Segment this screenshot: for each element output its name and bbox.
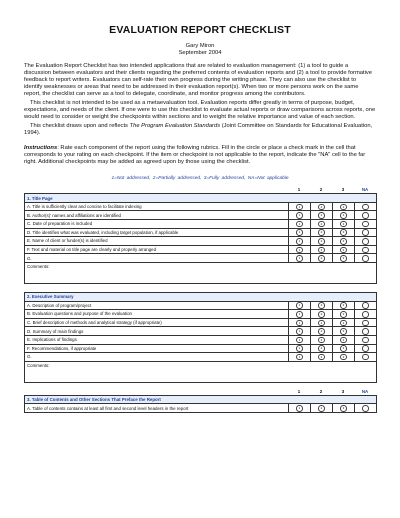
- rating-cell-c2[interactable]: [311, 353, 333, 362]
- rating-col-na: NA: [361, 388, 369, 394]
- rating-cell-c1[interactable]: [289, 353, 311, 362]
- checkpoint-label: G.: [25, 353, 289, 362]
- rating-cell-c3[interactable]: [333, 327, 355, 336]
- rating-col-2: 2: [319, 388, 323, 394]
- checkpoint-label: C. Brief description of methods and analytical strategy (if appropriate): [25, 318, 289, 327]
- rating-cell-c3[interactable]: [333, 237, 355, 246]
- checkpoint-row: [25, 245, 377, 254]
- rating-cell-na[interactable]: [355, 245, 377, 254]
- rating-cell-c2[interactable]: [311, 228, 333, 237]
- rating-cell-c1[interactable]: [289, 404, 311, 413]
- rating-cell-c1[interactable]: [289, 202, 311, 211]
- rating-radio-na[interactable]: [362, 229, 369, 236]
- checkpoint-label: A. Table of contents contains at least all first and second level headers in the report: [25, 404, 289, 413]
- rating-cell-c1[interactable]: [289, 344, 311, 353]
- instructions-heading: Instructions: [24, 144, 58, 151]
- rating-radio-3[interactable]: 3: [340, 221, 347, 228]
- checkpoint-row: [25, 220, 377, 229]
- intro-paragraph-3: [24, 123, 376, 137]
- rating-cell-c2[interactable]: [311, 237, 333, 246]
- rating-radio-1[interactable]: 1: [296, 221, 303, 228]
- rating-cell-na[interactable]: [355, 254, 377, 263]
- instructions: [24, 145, 376, 166]
- rating-cell-na[interactable]: [355, 404, 377, 413]
- rating-cell-c2[interactable]: [311, 211, 333, 220]
- rating-radio-1[interactable]: 1: [296, 302, 303, 309]
- checkpoint-label: C. Date of preparation is included: [25, 220, 289, 229]
- rating-cell-c3[interactable]: [333, 301, 355, 310]
- rating-cell-c3[interactable]: [333, 344, 355, 353]
- standards-citation: The Program Evaluation Standards: [129, 122, 221, 129]
- checklist-sections: [24, 187, 376, 413]
- rating-col-3: 3: [341, 187, 345, 193]
- rating-radio-2[interactable]: 2: [318, 212, 325, 219]
- rating-radio-2[interactable]: 2: [318, 345, 325, 352]
- rating-cell-c2[interactable]: [311, 404, 333, 413]
- rating-cell-c3[interactable]: [333, 310, 355, 319]
- rating-cell-na[interactable]: [355, 301, 377, 310]
- rating-cell-c1[interactable]: [289, 301, 311, 310]
- rating-radio-2[interactable]: 2: [318, 229, 325, 236]
- rating-cell-c2[interactable]: [311, 335, 333, 344]
- document-title: EVALUATION REPORT CHECKLIST: [109, 24, 291, 36]
- rating-cell-na[interactable]: [355, 211, 377, 220]
- rating-radio-na[interactable]: [362, 311, 369, 318]
- rating-cell-c3[interactable]: [333, 245, 355, 254]
- rating-cell-c1[interactable]: [289, 335, 311, 344]
- rating-col-na: NA: [361, 187, 369, 193]
- rating-cell-c3[interactable]: [333, 228, 355, 237]
- rating-radio-1[interactable]: 1: [296, 320, 303, 327]
- rating-radio-1[interactable]: 1: [296, 247, 303, 254]
- rating-cell-c1[interactable]: [289, 310, 311, 319]
- rating-radio-na[interactable]: [362, 255, 369, 262]
- checkpoint-row: [25, 318, 377, 327]
- checklist-section: [24, 193, 377, 284]
- rating-cell-c1[interactable]: [289, 318, 311, 327]
- rating-radio-3[interactable]: 3: [340, 212, 347, 219]
- intro-paragraph-2: This checklist is not intended to be used as a metaevaluation tool. Evaluation reports differ greatly in terms of purpose, budget, expectations, and needs of the client. If one were to use this checklist to evaluate actual reports or draw comparisons across reports, one would need to consider or weight the checkpoints within sections and to weight the relative importance and value of each section.: [24, 99, 376, 121]
- introduction: [24, 63, 376, 137]
- rating-radio-1[interactable]: 1: [296, 212, 303, 219]
- checkpoint-label: A. Title is sufficiently clear and concise to facilitate indexing: [25, 202, 289, 211]
- rating-cell-c2[interactable]: [311, 301, 333, 310]
- intro-p3-rest: (Joint Committee on Standards for Educational Evaluation, 1994).: [24, 122, 373, 136]
- rating-cell-c2[interactable]: [311, 344, 333, 353]
- rating-cell-c1[interactable]: [289, 211, 311, 220]
- rating-radio-na[interactable]: [362, 238, 369, 245]
- rating-radio-2[interactable]: 2: [318, 320, 325, 327]
- rating-radio-na[interactable]: [362, 247, 369, 254]
- rating-cell-c2[interactable]: [311, 202, 333, 211]
- rating-radio-2[interactable]: 2: [318, 328, 325, 335]
- checklist-section: [24, 395, 377, 413]
- rating-cell-c3[interactable]: [333, 404, 355, 413]
- rating-radio-3[interactable]: 3: [340, 311, 347, 318]
- rating-radio-na[interactable]: [362, 204, 369, 211]
- instructions-text: : Rate each component of the report using the following rubrics. Fill in the circle or place a check mark in the cell that corresponds to your rating on each checkpoint. If the item or checkpoint is not applicable to the report, indicate the "NA" cell to the far right. Additional checkpoints may be added as agreed upon by those using the checklist.: [24, 144, 366, 166]
- checklist-section: [24, 292, 377, 383]
- rating-radio-3[interactable]: 3: [340, 405, 347, 412]
- checkpoint-row: [25, 211, 377, 220]
- checkpoint-label: B. Author(s)' names and affiliations are identified: [25, 211, 289, 220]
- checkpoint-label: E. Name of client or funder(s) is identified: [25, 237, 289, 246]
- rating-radio-3[interactable]: 3: [340, 204, 347, 211]
- rating-radio-3[interactable]: 3: [340, 354, 347, 361]
- rating-radio-na[interactable]: [362, 405, 369, 412]
- checkpoint-label: G.: [25, 254, 289, 263]
- section-title: 2. Executive Summary: [25, 292, 377, 301]
- rating-radio-3[interactable]: 3: [340, 328, 347, 335]
- rating-radio-na[interactable]: [362, 302, 369, 309]
- rating-radio-2[interactable]: 2: [318, 221, 325, 228]
- checkpoint-row: [25, 335, 377, 344]
- rating-cell-na[interactable]: [355, 310, 377, 319]
- checkpoint-label: F. Text and material on title page are clearly and properly arranged: [25, 245, 289, 254]
- rating-radio-na[interactable]: [362, 328, 369, 335]
- rating-radio-na[interactable]: [362, 212, 369, 219]
- rating-cell-na[interactable]: [355, 228, 377, 237]
- rating-radio-na[interactable]: [362, 337, 369, 344]
- rating-cell-na[interactable]: [355, 344, 377, 353]
- rating-cell-c2[interactable]: [311, 327, 333, 336]
- rating-radio-3[interactable]: 3: [340, 337, 347, 344]
- checkpoint-label: F. Recommendations, if appropriate: [25, 344, 289, 353]
- rating-cell-c1[interactable]: [289, 327, 311, 336]
- rating-col-2: 2: [319, 187, 323, 193]
- rating-cell-c3[interactable]: [333, 353, 355, 362]
- rating-cell-na[interactable]: [355, 202, 377, 211]
- intro-p3-text: This checklist draws upon and reflects: [30, 122, 130, 129]
- comments-field[interactable]: Comments:: [25, 361, 377, 382]
- rating-radio-na[interactable]: [362, 221, 369, 228]
- checklist-page: [24, 24, 376, 413]
- rating-radio-3[interactable]: 3: [340, 302, 347, 309]
- checkpoint-label: D. Title identifies what was evaluated, including target population, if applicable: [25, 228, 289, 237]
- rating-radio-3[interactable]: 3: [340, 320, 347, 327]
- rating-radio-3[interactable]: 3: [340, 345, 347, 352]
- checkpoint-row: [25, 202, 377, 211]
- rating-col-1: 1: [297, 388, 301, 394]
- rating-cell-na[interactable]: [355, 220, 377, 229]
- rating-col-1: 1: [297, 187, 301, 193]
- checkpoint-row: [25, 404, 377, 413]
- rating-cell-na[interactable]: [355, 318, 377, 327]
- section-title: 3. Table of Contents and Other Sections That Preface the Report: [25, 395, 377, 404]
- rating-radio-1[interactable]: 1: [296, 229, 303, 236]
- rating-radio-1[interactable]: 1: [296, 337, 303, 344]
- rating-radio-1[interactable]: 1: [296, 311, 303, 318]
- rating-radio-2[interactable]: 2: [318, 354, 325, 361]
- rating-radio-2[interactable]: 2: [318, 405, 325, 412]
- section-title: 1. Title Page: [25, 194, 377, 203]
- checkpoint-label: A. Description of program/project: [25, 301, 289, 310]
- comments-field[interactable]: Comments:: [25, 262, 377, 283]
- checkpoint-row: [25, 301, 377, 310]
- rating-radio-1[interactable]: 1: [296, 328, 303, 335]
- rating-cell-na[interactable]: [355, 353, 377, 362]
- rating-cell-na[interactable]: [355, 237, 377, 246]
- rating-cell-c3[interactable]: [333, 335, 355, 344]
- rating-radio-1[interactable]: 1: [296, 204, 303, 211]
- checkpoint-label: E. Implications of findings: [25, 335, 289, 344]
- rating-cell-c1[interactable]: [289, 254, 311, 263]
- rating-radio-na[interactable]: [362, 345, 369, 352]
- checkpoint-label: B. Evaluation questions and purpose of the evaluation: [25, 310, 289, 319]
- rating-radio-3[interactable]: 3: [340, 255, 347, 262]
- checkpoint-row: [25, 254, 377, 263]
- checkpoint-row: [25, 353, 377, 362]
- rating-cell-c1[interactable]: [289, 245, 311, 254]
- rating-radio-1[interactable]: 1: [296, 405, 303, 412]
- checkpoint-row: [25, 228, 377, 237]
- rating-radio-3[interactable]: 3: [340, 247, 347, 254]
- rating-cell-c3[interactable]: [333, 220, 355, 229]
- rating-cell-na[interactable]: [355, 327, 377, 336]
- rating-radio-2[interactable]: 2: [318, 311, 325, 318]
- rating-radio-2[interactable]: 2: [318, 204, 325, 211]
- rating-radio-1[interactable]: 1: [296, 345, 303, 352]
- checkpoint-row: [25, 237, 377, 246]
- rating-radio-1[interactable]: 1: [296, 354, 303, 361]
- rating-radio-1[interactable]: 1: [296, 238, 303, 245]
- checkpoint-row: [25, 310, 377, 319]
- rating-cell-c2[interactable]: [311, 310, 333, 319]
- rating-cell-c1[interactable]: [289, 228, 311, 237]
- rating-radio-2[interactable]: 2: [318, 337, 325, 344]
- rating-radio-3[interactable]: 3: [340, 229, 347, 236]
- checkpoint-row: [25, 344, 377, 353]
- rating-col-3: 3: [341, 388, 345, 394]
- rating-cell-c3[interactable]: [333, 254, 355, 263]
- rating-radio-na[interactable]: [362, 354, 369, 361]
- rating-cell-c3[interactable]: [333, 202, 355, 211]
- author-name: Gary Miron: [185, 43, 215, 49]
- rating-radio-na[interactable]: [362, 320, 369, 327]
- rating-radio-2[interactable]: 2: [318, 247, 325, 254]
- checkpoint-row: [25, 327, 377, 336]
- rating-legend: 1=Not addressed, 2=Partially addressed, 3=Fully addressed, NA=Not applicable: [111, 176, 289, 182]
- rating-radio-1[interactable]: 1: [296, 255, 303, 262]
- rating-radio-2[interactable]: 2: [318, 302, 325, 309]
- rating-radio-2[interactable]: 2: [318, 238, 325, 245]
- rating-radio-2[interactable]: 2: [318, 255, 325, 262]
- rating-cell-c1[interactable]: [289, 220, 311, 229]
- rating-cell-c3[interactable]: [333, 318, 355, 327]
- rating-cell-c2[interactable]: [311, 318, 333, 327]
- document-date: September 2004: [178, 50, 222, 56]
- rating-cell-c2[interactable]: [311, 245, 333, 254]
- rating-cell-c3[interactable]: [333, 211, 355, 220]
- rating-cell-na[interactable]: [355, 335, 377, 344]
- checkpoint-label: D. Summary of main findings: [25, 327, 289, 336]
- rating-radio-3[interactable]: 3: [340, 238, 347, 245]
- intro-paragraph-1: The Evaluation Report Checklist has two intended applications that are related to evaluation management: (1) a tool to guide a discussion between evaluators and their clients regarding the preferred contents of evaluation reports and (2) a tool to provide formative feedback to report writers. Evaluators can self-rate their own progress during the writing phase. They can also use the checklist to identify weaknesses or areas that need to be addressed in their evaluation report(s). When two or more persons work on the same report, the checklist can serve as a tool to delegate, coordinate, and monitor progress among the contributors.: [24, 63, 373, 98]
- rating-cell-c2[interactable]: [311, 220, 333, 229]
- rating-cell-c2[interactable]: [311, 254, 333, 263]
- rating-cell-c1[interactable]: [289, 237, 311, 246]
